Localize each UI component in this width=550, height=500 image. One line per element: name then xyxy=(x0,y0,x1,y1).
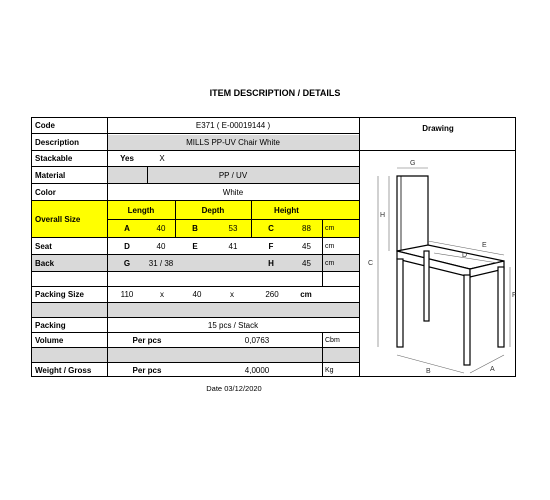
row-shade xyxy=(32,348,359,362)
drawing-letter-c: C xyxy=(368,260,374,267)
stackable-label: Stackable xyxy=(35,154,73,163)
stackable-mark: X xyxy=(159,154,165,163)
seat-label: Seat xyxy=(35,241,52,251)
overall-size-label: Overall Size xyxy=(35,214,81,224)
description-value: MILLS PP-UV Chair White xyxy=(186,137,280,147)
color-value: White xyxy=(222,187,244,197)
drawing-letter-h: H xyxy=(380,212,386,219)
packing-size-x2: x xyxy=(230,290,234,299)
dim-e-letter: E xyxy=(192,241,198,251)
dim-d-letter: D xyxy=(124,241,130,251)
overall-size-unit: cm xyxy=(325,225,335,232)
material-label: Material xyxy=(35,170,66,180)
packing-size-label: Packing Size xyxy=(35,290,84,299)
dim-e-value: 41 xyxy=(228,241,238,251)
volume-label: Volume xyxy=(35,335,64,345)
height-header: Height xyxy=(274,205,299,215)
dim-h-letter: H xyxy=(268,258,274,268)
volume-value: 0,0763 xyxy=(244,335,270,345)
dim-g-value: 31 / 38 xyxy=(148,258,174,268)
volume-per: Per pcs xyxy=(132,335,162,345)
drawing-letter-f: F xyxy=(512,292,516,299)
dim-b-letter: B xyxy=(192,224,198,233)
drawing-letter-d: D xyxy=(462,252,468,259)
dim-f-value: 45 xyxy=(302,241,311,251)
weight-label: Weight / Gross xyxy=(35,365,92,375)
stackable-yes: Yes xyxy=(120,154,134,163)
back-label: Back xyxy=(35,258,55,268)
packing-size-1: 110 xyxy=(120,290,134,299)
packing-size-2: 40 xyxy=(192,290,202,299)
packing-size-3: 260 xyxy=(265,290,279,299)
seat-unit: cm xyxy=(325,242,335,250)
details-table xyxy=(31,117,516,377)
code-label: Code xyxy=(35,121,55,130)
description-label: Description xyxy=(35,137,80,147)
dim-a-letter: A xyxy=(124,224,130,233)
material-value: PP / UV xyxy=(218,170,248,180)
weight-value: 4,0000 xyxy=(244,365,270,375)
volume-unit: Cbm xyxy=(325,336,340,344)
dim-c-value: 88 xyxy=(302,224,311,233)
dim-f-letter: F xyxy=(268,241,274,251)
dim-g-letter: G xyxy=(123,258,131,268)
row-shade xyxy=(32,303,359,317)
drawing-label: Drawing xyxy=(422,124,454,133)
page-title: ITEM DESCRIPTION / DETAILS xyxy=(209,88,341,98)
packing-label: Packing xyxy=(35,320,66,330)
dim-a-value: 40 xyxy=(156,224,166,233)
chair-drawing xyxy=(360,151,516,377)
dim-c-letter: C xyxy=(268,224,274,233)
weight-unit: Kg xyxy=(325,366,334,374)
dim-h-value: 45 xyxy=(302,258,311,268)
packing-value: 15 pcs / Stack xyxy=(207,320,259,330)
drawing-letter-e: E xyxy=(482,242,487,249)
back-unit: cm xyxy=(325,259,335,267)
length-header: Length xyxy=(127,205,155,215)
drawing-letter-b: B xyxy=(426,368,431,375)
dim-b-value: 53 xyxy=(228,224,238,233)
color-label: Color xyxy=(35,187,56,197)
packing-size-unit: cm xyxy=(300,290,312,299)
drawing-letter-g: G xyxy=(410,160,416,167)
drawing-letter-a: A xyxy=(490,366,495,373)
code-value: E371 ( E-00019144 ) xyxy=(195,121,271,130)
dim-d-value: 40 xyxy=(156,241,166,251)
depth-header: Depth xyxy=(201,205,225,215)
weight-per: Per pcs xyxy=(132,365,162,375)
document-date: Date 03/12/2020 xyxy=(206,384,262,393)
packing-size-x1: x xyxy=(160,290,164,299)
